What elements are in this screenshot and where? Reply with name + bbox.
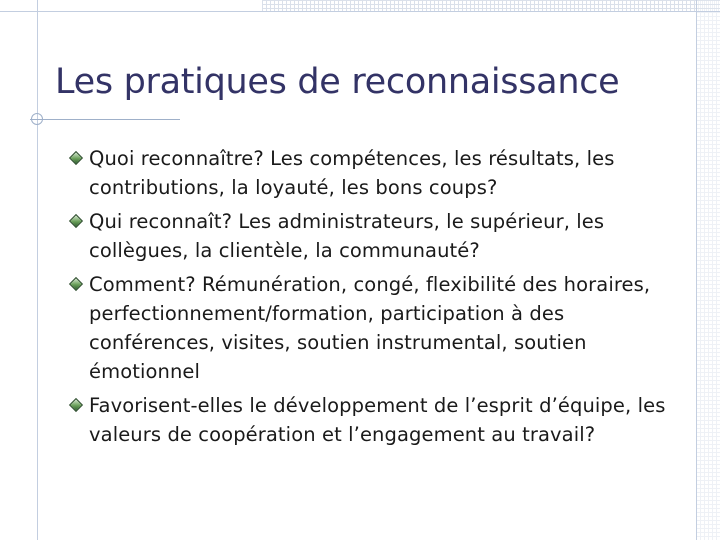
slide-title: Les pratiques de reconnaissance xyxy=(55,62,620,102)
bullet-text: Quoi reconnaître? Les compétences, les résultats, les contributions, la loyauté, les bons coups? xyxy=(89,147,615,199)
frame-line-right xyxy=(696,0,697,540)
bullet-text: Qui reconnaît? Les administrateurs, le supérieur, les collègues, la clientèle, la communauté? xyxy=(89,210,605,262)
decorative-grid-column xyxy=(696,0,720,540)
bullet-text: Favorisent-elles le développement de l’esprit d’équipe, les valeurs de coopération et l’engagement au travail? xyxy=(89,394,666,446)
list-item xyxy=(70,391,670,449)
crosshair-circle-icon xyxy=(31,113,43,125)
diamond-bullet-icon xyxy=(69,398,83,412)
diamond-bullet-icon xyxy=(69,214,83,228)
bullet-text: Comment? Rémunération, congé, flexibilité des horaires, perfectionnement/formation, participation à des conférences, visites, soutien instrumental, soutien émotionnel xyxy=(89,273,651,383)
frame-line-top xyxy=(0,11,720,12)
list-item xyxy=(70,144,670,202)
diamond-bullet-icon xyxy=(69,151,83,165)
list-item xyxy=(70,207,670,265)
frame-line-left xyxy=(37,0,38,540)
diamond-bullet-icon xyxy=(69,277,83,291)
list-item xyxy=(70,270,670,386)
title-underline xyxy=(30,119,180,120)
bullet-list xyxy=(70,144,670,454)
